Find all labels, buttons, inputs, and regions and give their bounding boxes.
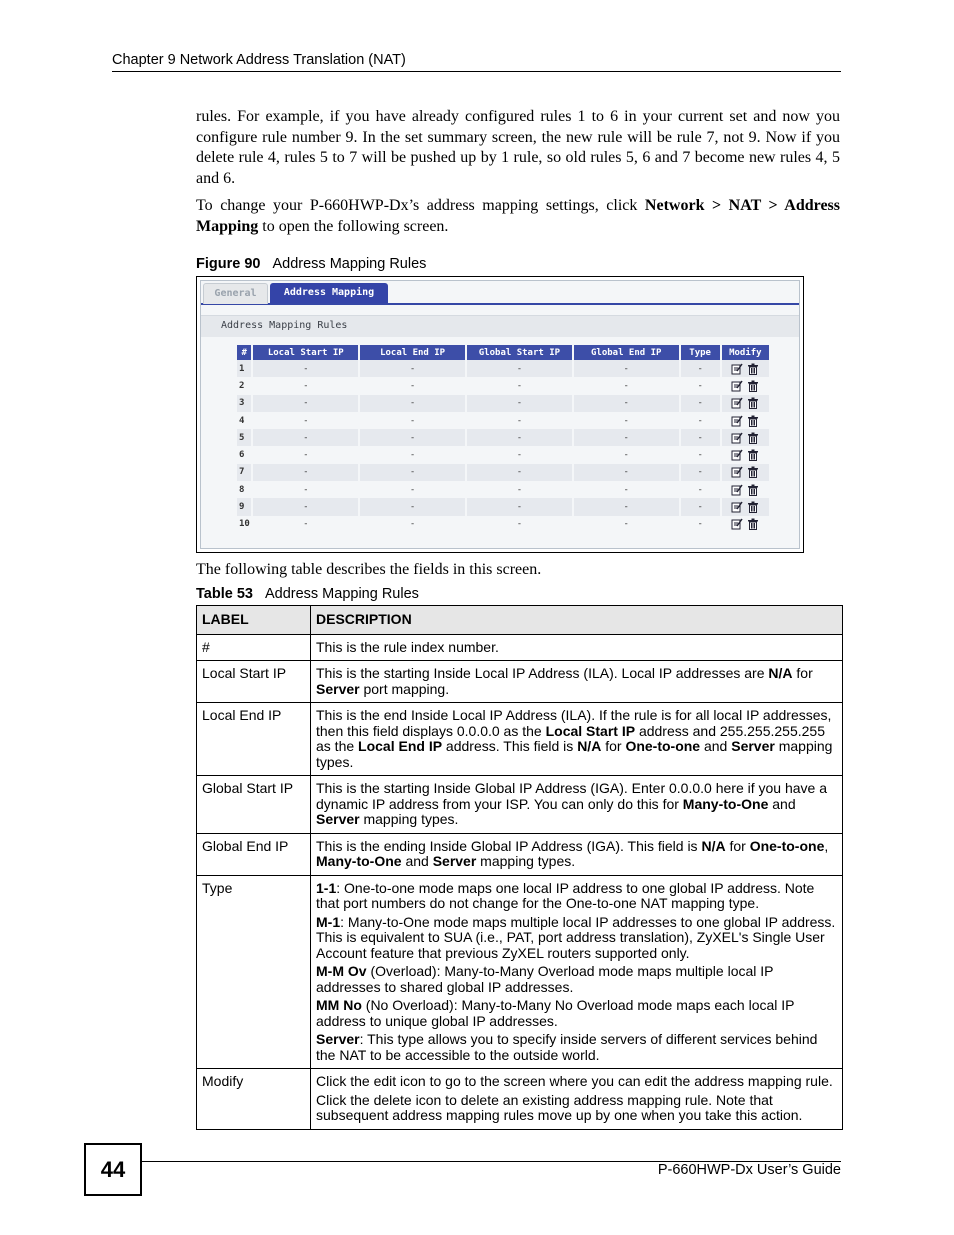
desc-table-header — [197, 606, 843, 635]
field-label: Global End IP — [197, 833, 311, 875]
rule-cell: - — [623, 415, 629, 426]
rule-row — [237, 498, 769, 515]
rule-modify — [722, 429, 769, 446]
field-description-table — [196, 605, 843, 1130]
rule-index: 7 — [237, 464, 251, 481]
rule-modify — [722, 377, 769, 394]
description-paragraph — [316, 964, 836, 995]
rule-cell: - — [697, 380, 703, 391]
section-title: Address Mapping Rules — [221, 320, 348, 331]
rule-index: 2 — [239, 380, 245, 391]
description-paragraph — [316, 1093, 836, 1124]
rule-index: 8 — [239, 484, 245, 495]
description-bold: Local End IP — [358, 738, 443, 754]
instruction-text-b: to open the following screen. — [258, 217, 449, 235]
description-bold: M-M Ov — [316, 963, 367, 979]
rule-cell: - — [409, 484, 416, 495]
rule-modify — [722, 498, 769, 515]
rule-index: 1 — [237, 360, 251, 377]
description-bold: Server — [316, 1031, 360, 1047]
rule-cell: - — [574, 429, 679, 446]
rule-row — [237, 395, 769, 412]
rule-cell: - — [360, 395, 465, 412]
field-description — [311, 875, 843, 1069]
rule-modify — [722, 464, 769, 481]
rule-cell: - — [360, 498, 465, 515]
rule-cell: - — [681, 498, 720, 515]
edit-icon[interactable] — [731, 432, 743, 444]
delete-icon[interactable] — [747, 415, 759, 427]
rule-cell: - — [467, 360, 572, 377]
desc-head-label: LABEL — [197, 606, 311, 635]
description-paragraph — [316, 1032, 836, 1063]
rule-index: 3 — [237, 395, 251, 412]
description-bold: One-to-one — [749, 837, 825, 854]
edit-icon[interactable] — [731, 501, 743, 513]
intro-paragraph: rules. For example, if you have already configured rules 1 to 6 in your current set and now you configure rule number 9. In the set summary screen, the new rule will be rule 7, not 9. Now if you delete rule 4, rules 5 to 7 will be pushed up by 1 rule, so old rules 5, 6 and 7 become new rules 4, 5 and 6. — [196, 108, 840, 187]
field-description — [311, 703, 843, 776]
edit-icon[interactable] — [731, 397, 743, 409]
delete-icon[interactable] — [747, 518, 759, 530]
description-bold: One-to-one — [625, 738, 701, 754]
instruction-text-a: To change your P-660HWP-Dx’s address mapping settings, click — [196, 197, 645, 214]
rule-cell: - — [360, 429, 465, 446]
rule-row — [237, 360, 769, 377]
description-bold: Many-to-One — [316, 853, 402, 869]
description-text: Click the delete icon to delete an existing address mapping rule. Note that subsequent address mapping rules move up by one when you take this action. — [316, 1091, 803, 1123]
description-paragraph — [316, 640, 836, 656]
rule-row — [237, 412, 769, 429]
col-global-start-ip: Global Start IP — [467, 345, 572, 360]
description-text: , — [824, 837, 829, 854]
rule-cell: - — [253, 360, 358, 377]
description-text: This is the rule index number. — [316, 638, 499, 655]
description-bold: Server — [432, 853, 477, 869]
rule-cell: - — [574, 498, 679, 515]
rule-cell: - — [253, 395, 358, 412]
description-bold: Local Start IP — [545, 722, 636, 739]
description-bold: Server — [731, 738, 775, 754]
delete-icon[interactable] — [747, 432, 759, 444]
rule-row — [237, 429, 769, 446]
rules-table-header — [237, 345, 769, 360]
screen-panel — [200, 280, 800, 549]
rule-cell: - — [516, 415, 523, 426]
rule-index: 10 — [239, 519, 250, 530]
rule-cell: - — [303, 415, 309, 426]
section-header — [201, 315, 799, 337]
rule-cell: - — [360, 464, 465, 481]
rule-cell: - — [253, 464, 358, 481]
desc-row — [197, 833, 843, 875]
rule-row — [237, 516, 769, 533]
field-label: Modify — [197, 1069, 311, 1130]
col-local-start-ip: Local Start IP — [253, 345, 358, 360]
description-bold: M-1 — [316, 913, 341, 930]
rules-table — [235, 345, 771, 533]
address-mapping-screenshot — [196, 276, 804, 553]
description-paragraph — [316, 881, 836, 912]
description-text: : This type allows you to specify inside servers of different services behind the NAT to be accessible to the outside world. — [316, 1031, 818, 1063]
rule-cell: - — [697, 415, 703, 426]
desc-row — [197, 661, 843, 703]
rule-cell: - — [681, 395, 720, 412]
desc-table-body — [197, 634, 843, 1129]
description-bold: N/A — [768, 665, 793, 681]
guide-title: P-660HWP-Dx User’s Guide — [657, 1162, 841, 1178]
edit-icon[interactable] — [731, 518, 743, 530]
rule-cell: - — [697, 450, 703, 461]
field-label: # — [197, 634, 311, 661]
edit-icon[interactable] — [731, 466, 743, 478]
delete-icon[interactable] — [747, 363, 759, 375]
rule-row — [237, 446, 769, 463]
field-label: Global Start IP — [197, 776, 311, 834]
rule-cell: - — [574, 464, 679, 481]
rules-table-body — [237, 360, 769, 533]
description-text: (No Overload): Many-to-Many No Overload mode maps each local IP address to unique global IP addresses. — [316, 997, 795, 1029]
rule-cell: - — [253, 429, 358, 446]
description-text: and — [768, 795, 796, 812]
field-description — [311, 833, 843, 875]
rule-cell: - — [697, 519, 703, 530]
rule-index: 6 — [239, 450, 245, 461]
rule-index: 4 — [239, 415, 245, 426]
description-text: port mapping. — [359, 680, 450, 697]
tab-address-mapping[interactable]: Address Mapping — [270, 283, 388, 303]
rule-index: 5 — [237, 429, 251, 446]
figure-caption — [196, 256, 426, 272]
rule-cell: - — [623, 484, 629, 495]
table-caption — [196, 586, 419, 602]
rule-cell: - — [467, 395, 572, 412]
description-bold: Server — [316, 811, 360, 827]
col-local-end-ip: Local End IP — [360, 345, 465, 360]
rule-cell: - — [681, 360, 720, 377]
description-paragraph — [316, 998, 836, 1029]
field-description — [311, 1069, 843, 1130]
following-text: The following table describes the fields in this screen. — [196, 561, 542, 578]
rule-row — [237, 481, 769, 498]
col-index: # — [237, 345, 251, 360]
rule-cell: - — [516, 450, 523, 461]
rule-modify — [722, 395, 769, 412]
edit-icon[interactable] — [731, 484, 743, 496]
description-paragraph — [316, 915, 836, 962]
field-description — [311, 661, 843, 703]
table-title: Address Mapping Rules — [264, 586, 419, 602]
rule-cell: - — [409, 415, 416, 426]
description-text: (Overload): Many-to-Many Overload mode maps multiple local IP addresses to shared global IP addresses. — [316, 963, 774, 995]
delete-icon[interactable] — [747, 449, 759, 461]
instruction-paragraph — [196, 196, 840, 237]
figure-title: Address Mapping Rules — [272, 256, 427, 272]
description-text: and — [401, 853, 433, 869]
description-bold: 1-1 — [316, 879, 337, 896]
description-paragraph — [316, 666, 836, 697]
rule-cell: - — [574, 395, 679, 412]
description-text: mapping types. — [359, 811, 459, 827]
rule-cell: - — [516, 380, 523, 391]
rule-cell: - — [467, 429, 572, 446]
desc-row — [197, 703, 843, 776]
description-text: : Many-to-One mode maps multiple local IP addresses to one global IP address. This is equivalent to SUA (i.e., PAT, port address translation), ZyXEL's Single User Account feature that previous ZyXEL routers supported only. — [316, 913, 836, 961]
desc-row — [197, 776, 843, 834]
rule-row — [237, 377, 769, 394]
tab-bar — [201, 281, 799, 305]
col-type: Type — [681, 345, 720, 360]
description-text: Click the edit icon to go to the screen where you can edit the address mapping rule. — [316, 1073, 833, 1089]
description-text: This is the ending Inside Global IP Address (IGA). This field is — [316, 837, 702, 854]
rule-cell: - — [303, 519, 309, 530]
edit-icon[interactable] — [731, 363, 743, 375]
rule-cell: - — [681, 429, 720, 446]
description-text: This is the starting Inside Global IP Address (IGA). Enter 0.0.0.0 here if you have a dynamic IP address from your ISP. You can only do this for — [316, 780, 828, 812]
description-paragraph — [316, 708, 836, 770]
tab-general[interactable]: General — [203, 283, 268, 304]
field-description — [311, 634, 843, 661]
rule-cell: - — [623, 519, 629, 530]
edit-icon[interactable] — [731, 415, 743, 427]
rule-modify — [722, 412, 769, 429]
rule-modify — [722, 516, 769, 533]
rule-cell: - — [303, 484, 309, 495]
rule-index: 9 — [237, 498, 251, 515]
col-global-end-ip: Global End IP — [574, 345, 679, 360]
description-bold: Server — [316, 680, 360, 697]
delete-icon[interactable] — [747, 501, 759, 513]
col-modify: Modify — [722, 345, 769, 360]
desc-head-description: DESCRIPTION — [311, 606, 843, 635]
desc-row — [197, 634, 843, 661]
rule-modify — [722, 446, 769, 463]
rule-cell: - — [303, 450, 309, 461]
rule-row — [237, 464, 769, 481]
rule-modify — [722, 481, 769, 498]
table-label: Table 53 — [196, 586, 253, 602]
rule-cell: - — [623, 380, 629, 391]
rule-cell: - — [360, 360, 465, 377]
field-label: Local End IP — [197, 703, 311, 776]
page-number: 44 — [84, 1143, 142, 1196]
description-text: This is the end Inside Local IP Address (ILA). If the rule is for all local IP addresses, then this field displays 0.0.0.0 as the — [316, 707, 832, 739]
delete-icon[interactable] — [747, 466, 759, 478]
rules-table-wrap — [235, 345, 771, 533]
rule-cell: - — [623, 450, 629, 461]
rule-cell: - — [516, 484, 523, 495]
description-text: mapping types. — [316, 738, 833, 770]
rule-cell: - — [409, 519, 416, 530]
description-text: and — [700, 738, 732, 754]
desc-row — [197, 875, 843, 1069]
rule-cell: - — [409, 450, 416, 461]
description-text: address. This field is — [442, 738, 578, 754]
rule-cell: - — [681, 464, 720, 481]
rule-cell: - — [697, 484, 703, 495]
rule-cell: - — [303, 380, 309, 391]
menu-path: Network > NAT > Address Mapping — [196, 197, 840, 235]
field-description — [311, 776, 843, 834]
edit-icon[interactable] — [731, 449, 743, 461]
description-text: for — [601, 738, 626, 754]
description-paragraph — [316, 839, 836, 870]
description-text: for — [792, 665, 813, 681]
description-paragraph — [316, 781, 836, 828]
figure-label: Figure 90 — [196, 256, 261, 272]
description-bold: Many-to-One — [682, 795, 769, 812]
edit-icon[interactable] — [731, 380, 743, 392]
description-text: : One-to-one mode maps one local IP address to one global IP address. Note that port numbers do not change for the One-to-one NAT mapping type. — [316, 879, 815, 911]
delete-icon[interactable] — [747, 397, 759, 409]
description-bold: N/A — [701, 837, 726, 854]
desc-row — [197, 1069, 843, 1130]
rule-cell: - — [467, 498, 572, 515]
field-label: Local Start IP — [197, 661, 311, 703]
description-text: address and 255.255.255.255 as the — [316, 722, 825, 754]
description-bold: N/A — [577, 738, 602, 754]
description-bold: MM No — [316, 997, 362, 1013]
field-label: Type — [197, 875, 311, 1069]
description-text: This is the starting Inside Local IP Address (ILA). Local IP addresses are — [316, 665, 769, 681]
description-text: for — [725, 837, 750, 854]
chapter-header: Chapter 9 Network Address Translation (NAT) — [112, 52, 406, 68]
description-paragraph — [316, 1074, 836, 1090]
header-rule — [112, 71, 841, 72]
rule-cell: - — [409, 380, 416, 391]
rule-cell: - — [253, 498, 358, 515]
delete-icon[interactable] — [747, 380, 759, 392]
description-text: mapping types. — [476, 853, 576, 869]
rule-cell: - — [516, 519, 523, 530]
rule-modify — [722, 360, 769, 377]
rule-cell: - — [467, 464, 572, 481]
rule-cell: - — [574, 360, 679, 377]
delete-icon[interactable] — [747, 484, 759, 496]
